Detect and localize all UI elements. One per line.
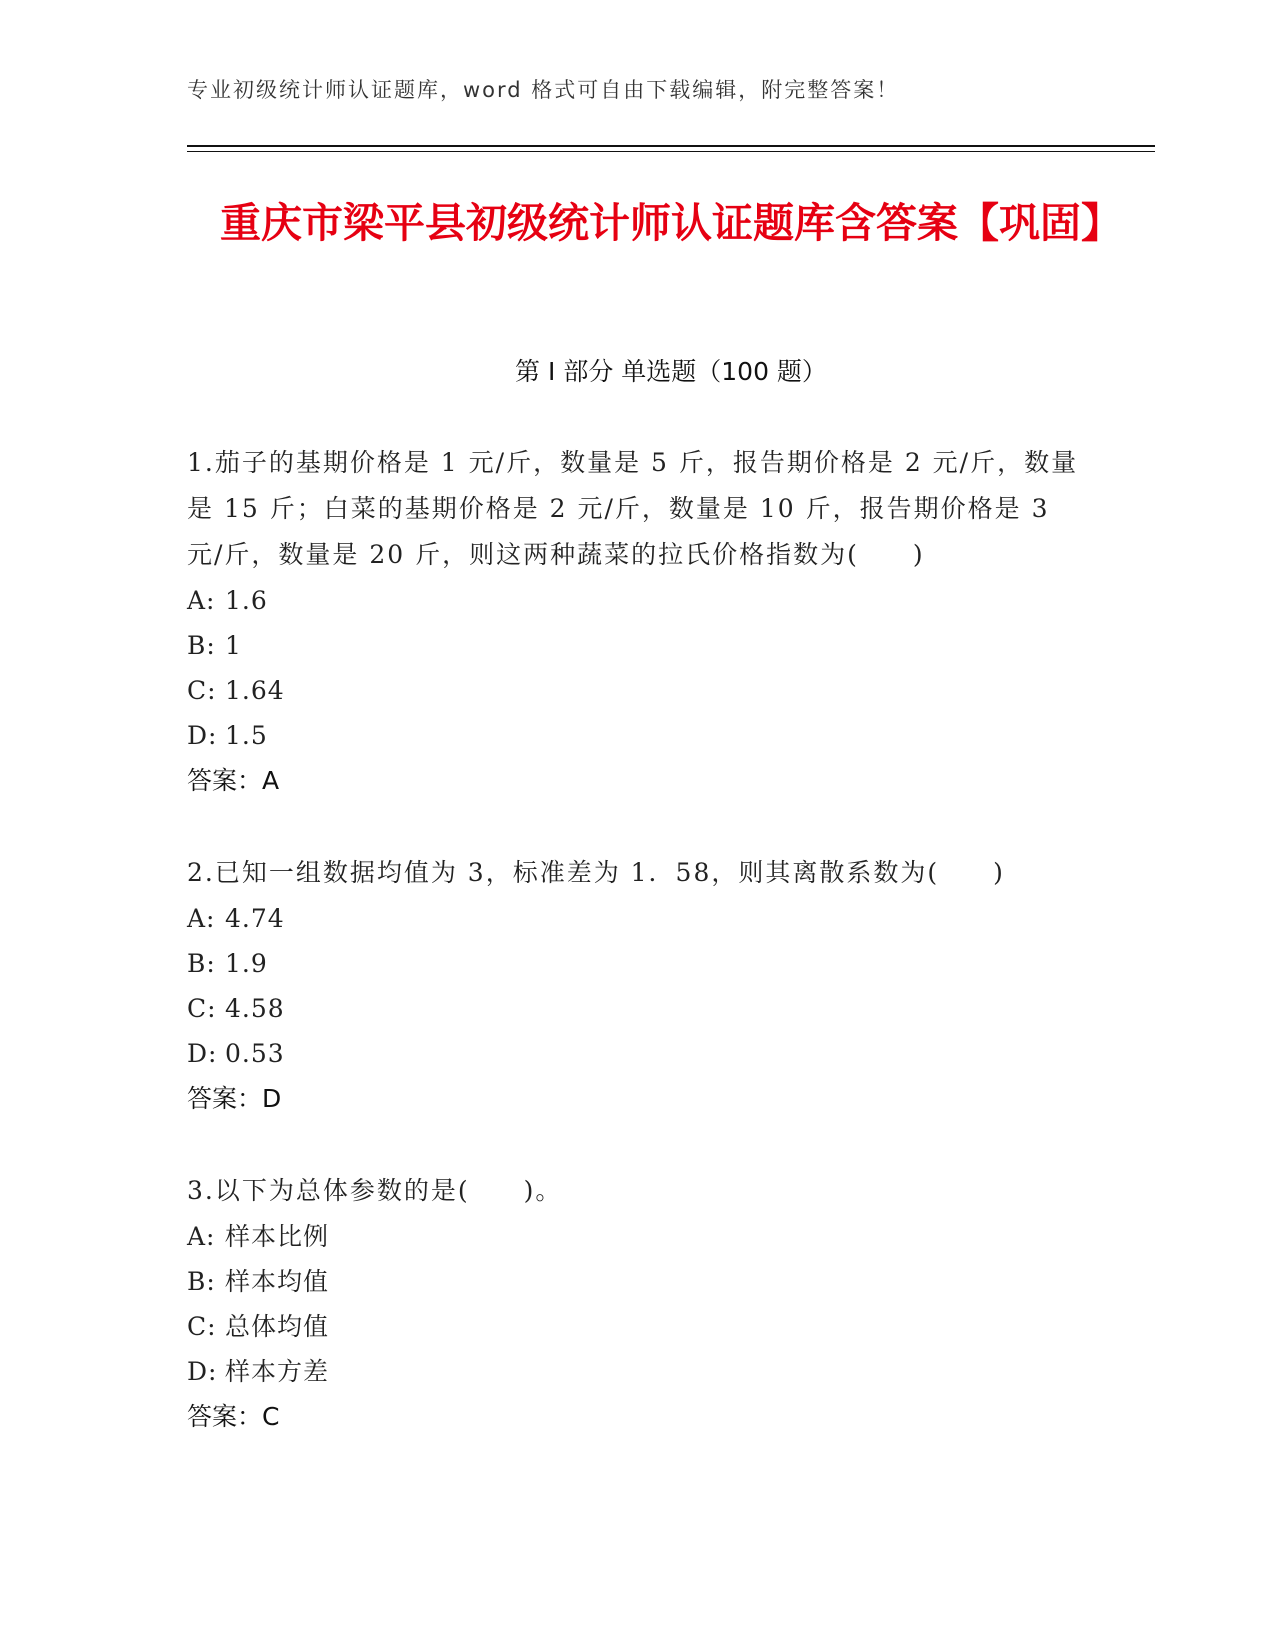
- option-key: C:: [187, 1312, 217, 1341]
- option-text: 0.53: [225, 1039, 285, 1068]
- answer-line: 答案：C: [187, 1402, 280, 1431]
- answer-line: 答案：D: [187, 1084, 282, 1113]
- option-key: B:: [187, 949, 216, 978]
- option-d: [187, 713, 1087, 758]
- option-c: [187, 668, 1087, 713]
- option-d: [187, 1349, 1087, 1394]
- option-c: [187, 986, 1087, 1031]
- option-text: 1.6: [225, 586, 268, 615]
- option-text: 1.9: [225, 949, 268, 978]
- section-title: 第 I 部分 单选题（100 题）: [515, 357, 827, 386]
- option-key: C:: [187, 676, 217, 705]
- option-text: 4.74: [225, 904, 285, 933]
- answer-line: 答案：A: [187, 766, 280, 795]
- option-key: A:: [187, 1222, 216, 1251]
- option-text: 样本比例: [225, 1222, 330, 1251]
- option-text: 1.5: [225, 721, 268, 750]
- option-a: [187, 578, 1087, 623]
- option-b: [187, 623, 1087, 668]
- option-text: 总体均值: [225, 1312, 330, 1341]
- option-key: B:: [187, 1267, 216, 1296]
- option-key: C:: [187, 994, 217, 1023]
- question-1: [187, 440, 1087, 803]
- header-note: 专业初级统计师认证题库，word 格式可自由下载编辑，附完整答案！: [187, 78, 900, 102]
- option-text: 样本均值: [225, 1267, 330, 1296]
- option-b: [187, 941, 1087, 986]
- header-divider: [187, 145, 1155, 147]
- option-key: B:: [187, 631, 216, 660]
- option-text: 1.64: [225, 676, 285, 705]
- option-b: [187, 1259, 1087, 1304]
- question-3: [187, 1168, 1087, 1439]
- header-divider-thin: [187, 151, 1155, 152]
- option-key: A:: [187, 904, 216, 933]
- option-text: 1: [225, 631, 242, 660]
- document-title: 重庆市梁平县初级统计师认证题库含答案【巩固】: [220, 199, 1122, 247]
- question-stem: 3.以下为总体参数的是( )。: [187, 1176, 563, 1205]
- option-key: D:: [187, 1039, 218, 1068]
- option-a: [187, 896, 1087, 941]
- option-text: 样本方差: [225, 1357, 330, 1386]
- question-2: [187, 850, 1087, 1121]
- question-stem: 1.茄子的基期价格是 1 元/斤，数量是 5 斤，报告期价格是 2 元/斤，数量是 15 斤；白菜的基期价格是 2 元/斤，数量是 10 斤，报告期价格是 3 元/斤，数量是 20 斤，则这两种蔬菜的拉氏价格指数为( ): [187, 448, 1079, 569]
- option-key: A:: [187, 586, 216, 615]
- option-key: D:: [187, 721, 218, 750]
- option-c: [187, 1304, 1087, 1349]
- option-key: D:: [187, 1357, 218, 1386]
- option-a: [187, 1214, 1087, 1259]
- option-text: 4.58: [225, 994, 285, 1023]
- question-stem: 2.已知一组数据均值为 3，标准差为 1．58，则其离散系数为( ): [187, 858, 1005, 887]
- option-d: [187, 1031, 1087, 1076]
